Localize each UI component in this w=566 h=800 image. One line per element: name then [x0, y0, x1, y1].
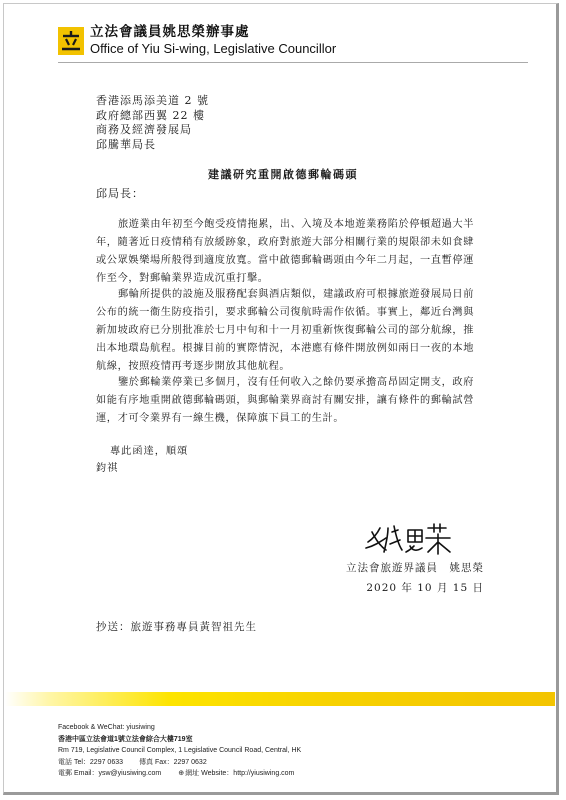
footer-tel: 2297 0633: [89, 758, 123, 766]
office-logo-icon: [58, 27, 84, 55]
recipient-address: [96, 94, 209, 152]
letter-date: 2020 年 10 月 15 日: [366, 582, 484, 594]
recipient-line: 政府總部西翼 22 樓: [96, 108, 205, 122]
letterhead-divider: [58, 62, 528, 63]
salutation: 邱局長：: [96, 187, 144, 200]
closing: [96, 443, 188, 477]
footer-address-english: Rm 719, Legislative Council Complex, 1 Legislative Council Road, Central, HK: [58, 747, 302, 754]
footer-address-chinese: 香港中區立法會道1號立法會綜合大樓719室: [58, 735, 193, 743]
footer-tel-label: 電話 Tel：: [58, 758, 90, 766]
footer-fax: 2297 0632: [173, 758, 207, 766]
letterhead-chinese-title: 立法會議員姚思榮辦事處: [90, 24, 250, 40]
footer-social: Facebook & WeChat: yiusiwing: [58, 724, 155, 731]
closing-line-2: 鈞祺: [96, 463, 119, 474]
website-icon: ⊕: [178, 770, 185, 777]
body-paragraph-2: 郵輪所提供的設施及服務配套與酒店類似，建議政府可根據旅遊發展局日前公布的統一衞生防疫指引，要求郵輪公司復航時需作依循。事實上，鄰近台灣與新加坡政府已分別批准於七月中旬和十一月初重新恢復郵輪公司的部分航線，推出本地環島航程。根據目前的實際情況，本港應有條件開放例如兩日一夜的本地航線，按照疫情再考逐步開放其他航程。: [96, 289, 474, 372]
letter-subject: 建議研究重開啟德郵輪碼頭: [208, 168, 358, 181]
footer-yellow-band: [5, 692, 555, 706]
letterhead-english-title: Office of Yiu Si-wing, Legislative Councillor: [90, 41, 337, 56]
footer-email[interactable]: ysw@yiusiwing.com: [98, 770, 162, 777]
carbon-copy: 抄送：旅遊事務專員黃智祖先生: [96, 621, 257, 633]
footer-web-label: 網址 Website：: [185, 770, 234, 777]
handwritten-signature: [364, 518, 454, 558]
recipient-line: 邱騰華局長: [96, 137, 156, 151]
body-paragraph-1: 旅遊業由年初至今飽受疫情拖累，出、入境及本地遊業務陷於停頓超過大半年，隨著近日疫情稍有放緩跡象，政府對旅遊大部分相關行業的規限卻未如食肆或公眾娛樂場所般得到適度放寬。當中啟德郵輪碼頭由今年二月起，一直暫停運作至今，對郵輪業界造成沉重打擊。: [96, 219, 474, 284]
closing-line-1: 專此函達，順頌: [110, 446, 189, 457]
footer-email-label: 電郵 Email：: [58, 770, 99, 777]
footer-website[interactable]: http://yiusiwing.com: [233, 770, 295, 777]
signer-title: 立法會旅遊界議員 姚思榮: [346, 562, 484, 574]
footer-email-web: [58, 768, 301, 780]
footer-phone-fax: [58, 757, 301, 769]
footer-fax-label: 傳真 Fax：: [139, 758, 174, 766]
recipient-line: 香港添馬添美道 2 號: [96, 94, 209, 107]
recipient-line: 商務及經濟發展局: [96, 123, 192, 136]
footer-contact: [58, 722, 301, 780]
body-paragraph-3: 鑒於郵輪業停業已多個月，沒有任何收入之餘仍要承擔高昂固定開支，政府如能有序地重開啟德郵輪碼頭，與郵輪業界商討有關安排，讓有條件的郵輪試營運，才可令業界有一線生機，保障旗下員工的生計。: [96, 377, 474, 424]
